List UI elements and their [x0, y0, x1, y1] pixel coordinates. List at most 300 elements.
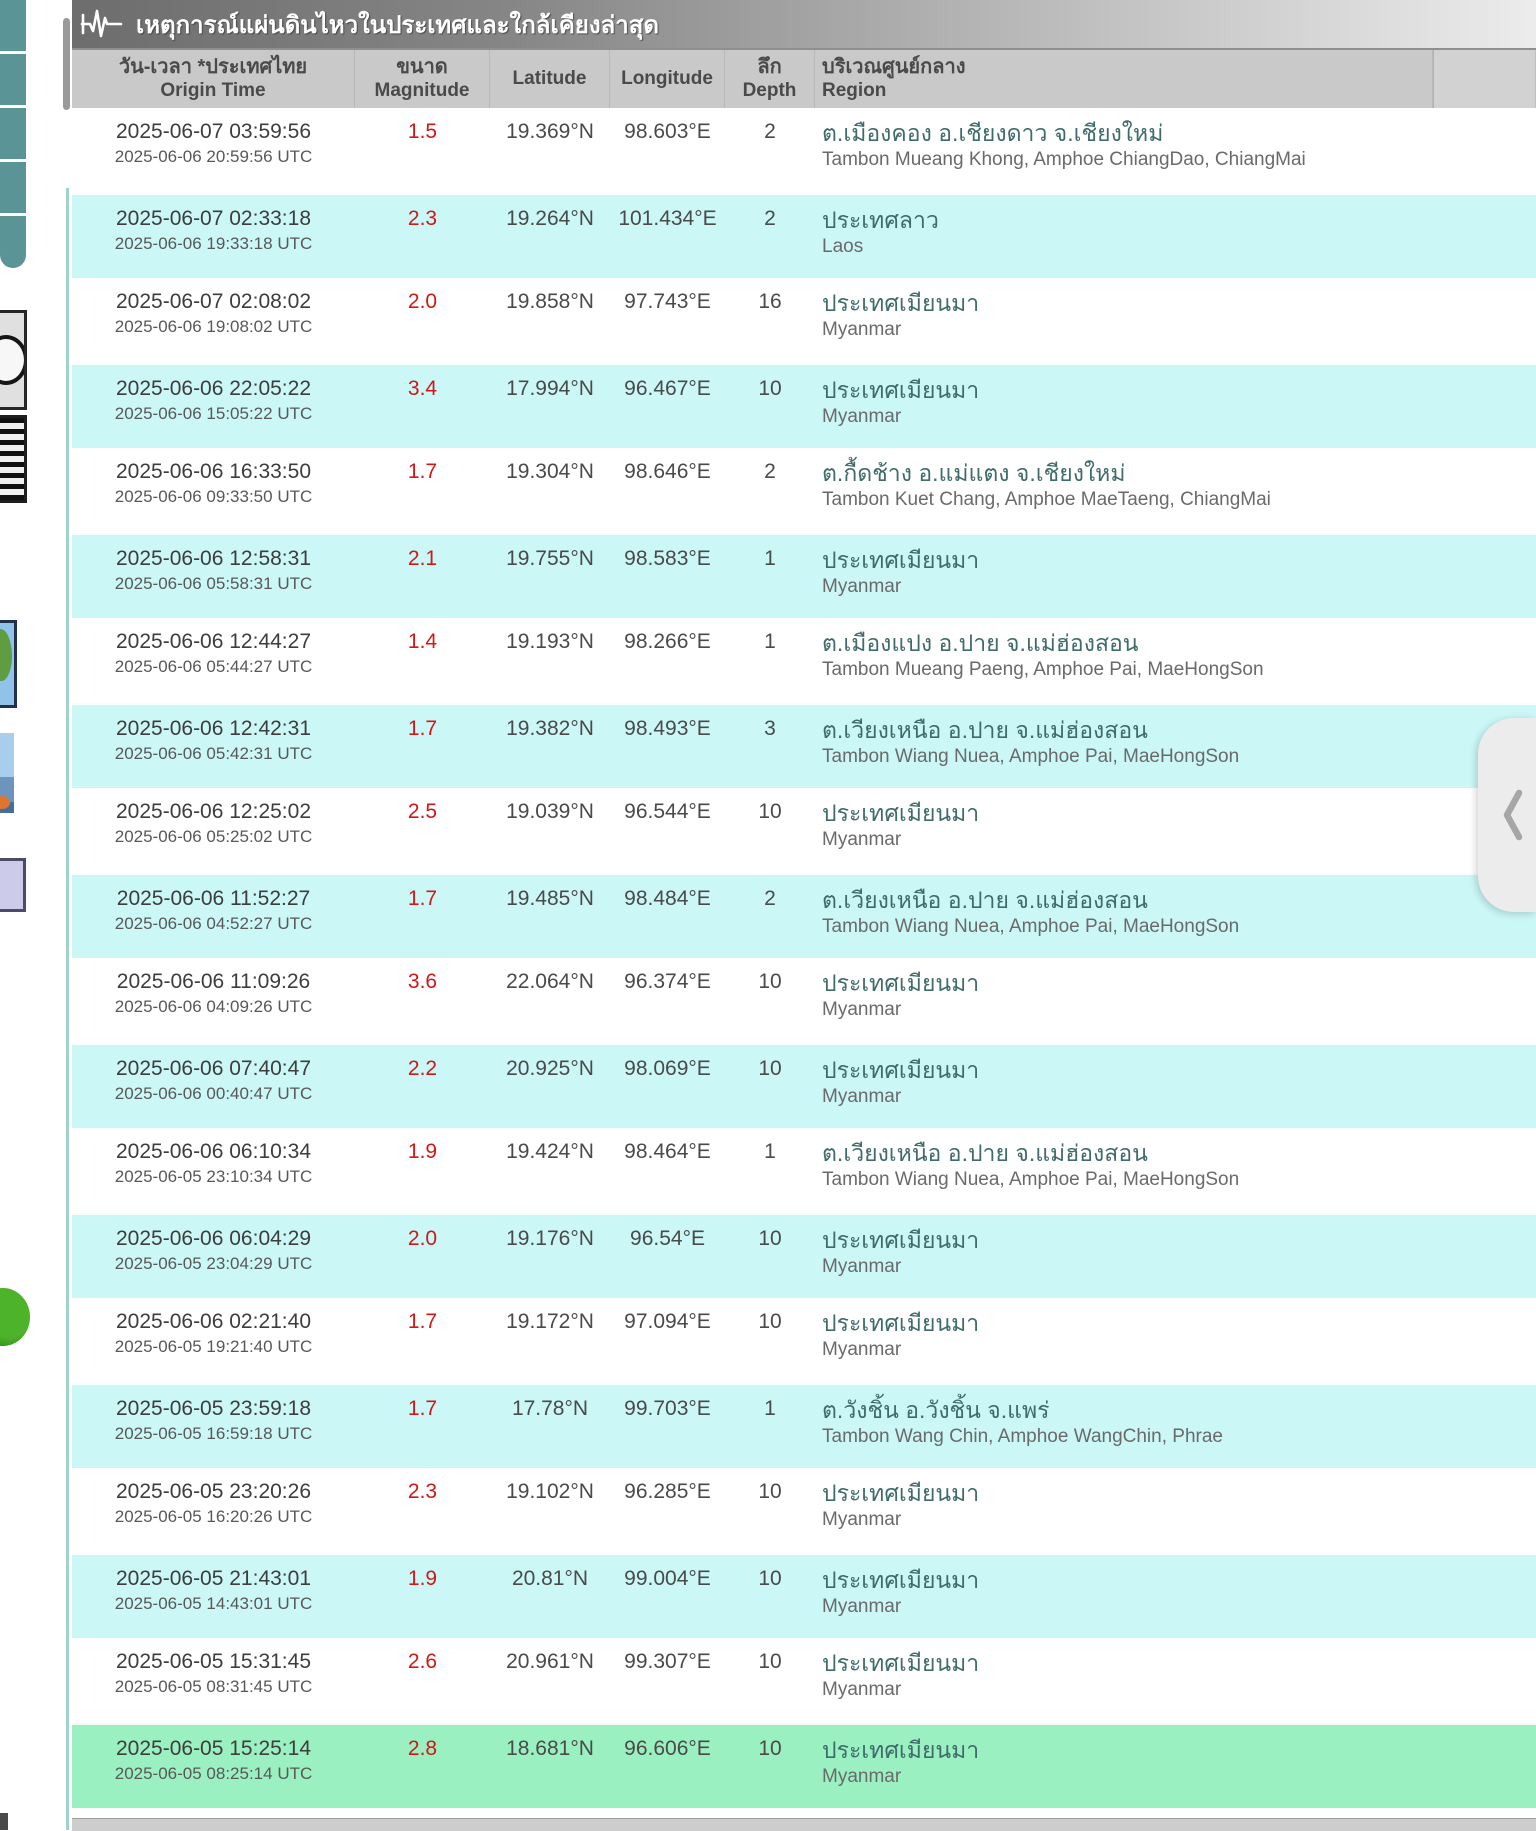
- depth-value: 1: [764, 547, 776, 570]
- depth-cell: [725, 195, 815, 278]
- depth-value: 10: [758, 1567, 782, 1590]
- magnitude-cell: [355, 1215, 490, 1298]
- depth-cell: [725, 108, 815, 193]
- earthquake-row[interactable]: [72, 1723, 1536, 1808]
- local-time: 2025-06-05 23:59:18: [116, 1397, 311, 1420]
- latitude-cell: [490, 1128, 610, 1213]
- latitude-value: 20.961°N: [506, 1650, 594, 1673]
- magnitude-value: 2.5: [407, 800, 438, 823]
- region-thai: ประเทศเมียนมา: [822, 970, 980, 996]
- region-cell[interactable]: [815, 448, 1536, 533]
- latitude-cell: [490, 705, 610, 788]
- latitude-cell: [490, 535, 610, 618]
- local-time: 2025-06-05 21:43:01: [116, 1567, 311, 1590]
- region-thai: ประเทศเมียนมา: [822, 1227, 980, 1253]
- earthquake-row[interactable]: [72, 363, 1536, 448]
- column-header-latitude: Latitude: [490, 50, 610, 108]
- magnitude-cell: [355, 1128, 490, 1213]
- depth-value: 1: [764, 1140, 776, 1163]
- region-english: Tambon Mueang Khong, Amphoe ChiangDao, ChiangMai: [822, 149, 1306, 170]
- depth-value: 1: [764, 1397, 776, 1420]
- magnitude-value: 3.6: [407, 970, 438, 993]
- latitude-cell: [490, 1385, 610, 1468]
- latitude-value: 22.064°N: [506, 970, 594, 993]
- seismogram-thumbnail[interactable]: [0, 415, 27, 503]
- magnitude-value: 1.9: [407, 1567, 438, 1590]
- region-cell[interactable]: [815, 1638, 1536, 1723]
- latitude-value: 20.925°N: [506, 1057, 594, 1080]
- sidebar-menu-item[interactable]: [0, 0, 26, 51]
- depth-cell: [725, 1045, 815, 1128]
- earthquake-row[interactable]: [72, 1383, 1536, 1468]
- depth-value: 1: [764, 630, 776, 653]
- longitude-value: 98.069°E: [624, 1057, 711, 1080]
- earthquake-row[interactable]: [72, 533, 1536, 618]
- depth-value: 2: [764, 887, 776, 910]
- depth-value: 2: [764, 207, 776, 230]
- map-thumbnail[interactable]: [0, 620, 17, 708]
- dial-icon: [0, 335, 27, 385]
- longitude-cell: [610, 1128, 725, 1213]
- table-footer-strip: [72, 1818, 1536, 1831]
- magnitude-cell: [355, 535, 490, 618]
- latitude-cell: [490, 788, 610, 873]
- origin-time-cell: [72, 1555, 355, 1638]
- depth-value: 10: [758, 1057, 782, 1080]
- region-english: Tambon Wiang Nuea, Amphoe Pai, MaeHongSon: [822, 1169, 1240, 1190]
- longitude-cell: [610, 1298, 725, 1383]
- local-time: 2025-06-06 16:33:50: [116, 460, 311, 483]
- region-english: Myanmar: [822, 1679, 902, 1700]
- magnitude-value: 2.0: [407, 1227, 438, 1250]
- earthquake-row[interactable]: [72, 703, 1536, 788]
- region-english: Myanmar: [822, 1339, 902, 1360]
- region-thai: ต.เวียงเหนือ อ.ปาย จ.แม่ฮ่องสอน: [822, 717, 1148, 743]
- earthquake-row[interactable]: [72, 278, 1536, 363]
- region-cell[interactable]: [815, 1725, 1536, 1808]
- region-thai: ประเทศเมียนมา: [822, 547, 980, 573]
- latitude-value: 17.994°N: [506, 377, 594, 400]
- longitude-cell: [610, 875, 725, 958]
- utc-time: 2025-06-06 00:40:47 UTC: [114, 1084, 313, 1103]
- magnitude-cell: [355, 1385, 490, 1468]
- longitude-value: 96.54°E: [630, 1227, 705, 1250]
- magnitude-value: 2.2: [407, 1057, 438, 1080]
- region-cell[interactable]: [815, 1128, 1536, 1213]
- local-time: 2025-06-06 11:09:26: [116, 970, 311, 993]
- local-time: 2025-06-07 03:59:56: [116, 120, 311, 143]
- sidebar-menu-item[interactable]: [0, 162, 26, 213]
- earthquake-row[interactable]: [72, 1128, 1536, 1213]
- longitude-value: 99.307°E: [624, 1650, 711, 1673]
- region-cell[interactable]: [815, 705, 1536, 788]
- region-english: Tambon Mueang Paeng, Amphoe Pai, MaeHongSon: [822, 659, 1264, 680]
- origin-time-cell: [72, 1385, 355, 1468]
- utc-time: 2025-06-06 19:08:02 UTC: [114, 317, 313, 336]
- earthquake-row[interactable]: [72, 193, 1536, 278]
- earthquake-row[interactable]: [72, 958, 1536, 1043]
- longitude-value: 98.464°E: [624, 1140, 711, 1163]
- longitude-value: 98.484°E: [624, 887, 711, 910]
- origin-time-cell: [72, 1215, 355, 1298]
- utc-time: 2025-06-06 05:58:31 UTC: [114, 574, 313, 593]
- local-time: 2025-06-07 02:08:02: [116, 290, 311, 313]
- magnitude-cell: [355, 618, 490, 703]
- earthquake-row[interactable]: [72, 1043, 1536, 1128]
- photo-detail: [0, 796, 10, 809]
- latitude-cell: [490, 278, 610, 363]
- region-thai: ประเทศเมียนมา: [822, 377, 980, 403]
- earthquake-row[interactable]: [72, 788, 1536, 873]
- depth-cell: [725, 1468, 815, 1553]
- latitude-value: 19.485°N: [506, 887, 594, 910]
- region-cell[interactable]: [815, 618, 1536, 703]
- table-body: [72, 108, 1536, 1808]
- longitude-cell: [610, 535, 725, 618]
- latitude-cell: [490, 448, 610, 533]
- origin-time-cell: [72, 705, 355, 788]
- longitude-value: 99.004°E: [624, 1567, 711, 1590]
- latitude-value: 19.369°N: [506, 120, 594, 143]
- region-english: Myanmar: [822, 1509, 902, 1530]
- utc-time: 2025-06-06 04:09:26 UTC: [114, 997, 313, 1016]
- magnitude-value: 2.3: [407, 207, 438, 230]
- depth-cell: [725, 1385, 815, 1468]
- logo-fragment: [0, 1288, 30, 1346]
- latitude-cell: [490, 958, 610, 1043]
- depth-value: 3: [764, 717, 776, 740]
- origin-time-cell: [72, 1045, 355, 1128]
- region-cell[interactable]: [815, 1468, 1536, 1553]
- magnitude-cell: [355, 1298, 490, 1383]
- latitude-cell: [490, 1638, 610, 1723]
- magnitude-value: 1.9: [407, 1140, 438, 1163]
- earthquake-row[interactable]: [72, 1468, 1536, 1553]
- depth-cell: [725, 1725, 815, 1808]
- latitude-value: 17.78°N: [511, 1397, 589, 1420]
- longitude-cell: [610, 958, 725, 1043]
- panel-title-bar: [72, 0, 1536, 50]
- region-english: Myanmar: [822, 999, 902, 1020]
- magnitude-cell: [355, 1468, 490, 1553]
- local-time: 2025-06-06 02:21:40: [116, 1310, 311, 1333]
- depth-cell: [725, 788, 815, 873]
- depth-value: 10: [758, 800, 782, 823]
- region-thai: ประเทศเมียนมา: [822, 1480, 980, 1506]
- utc-time: 2025-06-06 05:44:27 UTC: [114, 657, 313, 676]
- panel-thumbnail[interactable]: [0, 858, 26, 912]
- earthquake-row[interactable]: [72, 1213, 1536, 1298]
- earthquake-row[interactable]: [72, 873, 1536, 958]
- origin-time-cell: [72, 108, 355, 193]
- longitude-value: 98.583°E: [624, 547, 711, 570]
- side-panel-toggle-button[interactable]: [1478, 718, 1536, 912]
- region-thai: ต.เวียงเหนือ อ.ปาย จ.แม่ฮ่องสอน: [822, 1140, 1148, 1166]
- latitude-value: 19.304°N: [506, 460, 594, 483]
- depth-cell: [725, 1638, 815, 1723]
- latitude-cell: [490, 1468, 610, 1553]
- latitude-cell: [490, 195, 610, 278]
- depth-cell: [725, 875, 815, 958]
- vertical-scrollbar[interactable]: [62, 0, 72, 1830]
- region-english: Tambon Wiang Nuea, Amphoe Pai, MaeHongSon: [822, 916, 1240, 937]
- longitude-value: 96.544°E: [624, 800, 711, 823]
- local-time: 2025-06-06 06:10:34: [116, 1140, 311, 1163]
- origin-time-cell: [72, 448, 355, 533]
- region-cell[interactable]: [815, 958, 1536, 1043]
- earthquake-row[interactable]: [72, 1298, 1536, 1383]
- magnitude-value: 3.4: [407, 377, 438, 400]
- latitude-cell: [490, 1045, 610, 1128]
- longitude-value: 98.266°E: [624, 630, 711, 653]
- origin-time-cell: [72, 1725, 355, 1808]
- depth-cell: [725, 448, 815, 533]
- magnitude-value: 1.7: [407, 887, 438, 910]
- utc-time: 2025-06-05 14:43:01 UTC: [114, 1594, 313, 1613]
- latitude-cell: [490, 108, 610, 193]
- magnitude-cell: [355, 788, 490, 873]
- utc-time: 2025-06-06 05:25:02 UTC: [114, 827, 313, 846]
- depth-cell: [725, 535, 815, 618]
- latitude-value: 19.039°N: [506, 800, 594, 823]
- column-header-extra: [1433, 50, 1536, 108]
- latitude-value: 19.193°N: [506, 630, 594, 653]
- region-thai: ต.วังชิ้น อ.วังชิ้น จ.แพร่: [822, 1397, 1050, 1423]
- chevron-left-icon: [1500, 783, 1524, 847]
- magnitude-cell: [355, 448, 490, 533]
- earthquake-row[interactable]: [72, 1553, 1536, 1638]
- local-time: 2025-06-06 11:52:27: [116, 887, 311, 910]
- magnitude-cell: [355, 195, 490, 278]
- earthquake-row[interactable]: [72, 108, 1536, 193]
- photo-thumbnail[interactable]: [0, 733, 14, 813]
- earthquake-row[interactable]: [72, 618, 1536, 703]
- depth-value: 10: [758, 1650, 782, 1673]
- region-english: Laos: [822, 236, 864, 257]
- utc-time: 2025-06-05 08:25:14 UTC: [114, 1764, 313, 1783]
- local-time: 2025-06-06 12:58:31: [116, 547, 311, 570]
- region-english: Myanmar: [822, 576, 902, 597]
- column-header-region: บริเวณศูนย์กลาง Region: [815, 50, 1433, 108]
- depth-cell: [725, 1298, 815, 1383]
- region-cell[interactable]: [815, 1045, 1536, 1128]
- longitude-value: 96.467°E: [624, 377, 711, 400]
- latitude-cell: [490, 365, 610, 448]
- depth-value: 10: [758, 377, 782, 400]
- latitude-cell: [490, 1555, 610, 1638]
- map-land-shape: [0, 629, 12, 681]
- depth-cell: [725, 618, 815, 703]
- page-corner-fragment: [0, 1813, 8, 1830]
- column-header-magnitude: ขนาด Magnitude: [355, 50, 490, 108]
- magnitude-cell: [355, 958, 490, 1043]
- sidebar-menu-item[interactable]: [0, 54, 26, 105]
- origin-time-cell: [72, 788, 355, 873]
- magnitude-value: 2.8: [407, 1737, 438, 1760]
- region-cell[interactable]: [815, 278, 1536, 363]
- latitude-value: 19.424°N: [506, 1140, 594, 1163]
- region-cell[interactable]: [815, 788, 1536, 873]
- latitude-value: 19.176°N: [506, 1227, 594, 1250]
- sidebar-menu-item[interactable]: [0, 216, 26, 268]
- local-time: 2025-06-05 15:25:14: [116, 1737, 311, 1760]
- local-time: 2025-06-05 15:31:45: [116, 1650, 311, 1673]
- region-cell[interactable]: [815, 1215, 1536, 1298]
- origin-time-cell: [72, 195, 355, 278]
- region-english: Tambon Wang Chin, Amphoe WangChin, Phrae: [822, 1426, 1223, 1447]
- column-header-depth: ลึก Depth: [725, 50, 815, 108]
- origin-time-cell: [72, 1468, 355, 1553]
- longitude-cell: [610, 1555, 725, 1638]
- magnitude-cell: [355, 1725, 490, 1808]
- local-time: 2025-06-07 02:33:18: [116, 207, 311, 230]
- depth-value: 10: [758, 1480, 782, 1503]
- latitude-cell: [490, 1298, 610, 1383]
- earthquake-row[interactable]: [72, 1638, 1536, 1723]
- longitude-value: 96.374°E: [624, 970, 711, 993]
- longitude-value: 98.646°E: [624, 460, 711, 483]
- column-header-origin-time: วัน-เวลา *ประเทศไทย Origin Time: [72, 50, 355, 108]
- local-time: 2025-06-06 12:42:31: [116, 717, 311, 740]
- origin-time-cell: [72, 1638, 355, 1723]
- depth-value: 2: [764, 120, 776, 143]
- origin-time-cell: [72, 618, 355, 703]
- utc-time: 2025-06-05 08:31:45 UTC: [114, 1677, 313, 1696]
- local-time: 2025-06-06 06:04:29: [116, 1227, 311, 1250]
- local-time: 2025-06-06 12:25:02: [116, 800, 311, 823]
- depth-value: 10: [758, 1227, 782, 1250]
- latitude-value: 19.382°N: [506, 717, 594, 740]
- region-cell[interactable]: [815, 195, 1536, 278]
- depth-value: 10: [758, 1310, 782, 1333]
- region-english: Myanmar: [822, 1256, 902, 1277]
- magnitude-cell: [355, 1045, 490, 1128]
- region-english: Myanmar: [822, 406, 902, 427]
- region-thai: ประเทศลาว: [822, 207, 939, 233]
- local-time: 2025-06-06 22:05:22: [116, 377, 311, 400]
- longitude-cell: [610, 1638, 725, 1723]
- utc-time: 2025-06-06 04:52:27 UTC: [114, 914, 313, 933]
- latitude-value: 20.81°N: [511, 1567, 589, 1590]
- origin-time-cell: [72, 958, 355, 1043]
- magnitude-value: 2.1: [407, 547, 438, 570]
- longitude-value: 97.743°E: [624, 290, 711, 313]
- region-thai: ต.เมืองคอง อ.เชียงดาว จ.เชียงใหม่: [822, 120, 1164, 146]
- latitude-cell: [490, 875, 610, 958]
- magnitude-value: 1.7: [407, 1397, 438, 1420]
- magnitude-cell: [355, 108, 490, 193]
- depth-value: 10: [758, 970, 782, 993]
- magnitude-value: 1.5: [407, 120, 438, 143]
- region-english: Myanmar: [822, 829, 902, 850]
- magnitude-value: 2.3: [407, 1480, 438, 1503]
- magnitude-value: 1.4: [407, 630, 438, 653]
- utc-time: 2025-06-06 09:33:50 UTC: [114, 487, 313, 506]
- region-cell[interactable]: [815, 535, 1536, 618]
- local-time: 2025-06-06 12:44:27: [116, 630, 311, 653]
- scrollbar-track-line: [66, 188, 69, 1830]
- utc-time: 2025-06-05 23:04:29 UTC: [114, 1254, 313, 1273]
- region-thai: ต.กื้ดช้าง อ.แม่แตง จ.เชียงใหม่: [822, 460, 1126, 486]
- longitude-cell: [610, 1215, 725, 1298]
- utc-time: 2025-06-06 19:33:18 UTC: [114, 234, 313, 253]
- depth-cell: [725, 1215, 815, 1298]
- utc-time: 2025-06-06 15:05:22 UTC: [114, 404, 313, 423]
- region-english: Myanmar: [822, 1596, 902, 1617]
- region-cell[interactable]: [815, 108, 1536, 193]
- origin-time-cell: [72, 278, 355, 363]
- region-english: Tambon Wiang Nuea, Amphoe Pai, MaeHongSon: [822, 746, 1240, 767]
- table-header: [72, 50, 1536, 108]
- depth-cell: [725, 958, 815, 1043]
- longitude-cell: [610, 1045, 725, 1128]
- region-cell[interactable]: [815, 1298, 1536, 1383]
- earthquake-row[interactable]: [72, 448, 1536, 533]
- origin-time-cell: [72, 535, 355, 618]
- region-thai: ประเทศเมียนมา: [822, 290, 980, 316]
- region-english: Myanmar: [822, 1766, 902, 1787]
- longitude-cell: [610, 1468, 725, 1553]
- region-cell[interactable]: [815, 1385, 1536, 1468]
- region-cell[interactable]: [815, 1555, 1536, 1638]
- region-thai: ประเทศเมียนมา: [822, 1737, 980, 1763]
- sidebar-menu-fragment[interactable]: [0, 0, 26, 274]
- depth-value: 16: [758, 290, 782, 313]
- region-thai: ประเทศเมียนมา: [822, 800, 980, 826]
- longitude-cell: [610, 448, 725, 533]
- longitude-cell: [610, 705, 725, 788]
- magnitude-value: 2.6: [407, 1650, 438, 1673]
- magnitude-cell: [355, 1555, 490, 1638]
- seismograph-icon: [80, 7, 126, 41]
- depth-cell: [725, 278, 815, 363]
- depth-cell: [725, 365, 815, 448]
- region-english: Myanmar: [822, 319, 902, 340]
- seismometer-thumbnail[interactable]: [0, 310, 27, 410]
- latitude-value: 19.755°N: [506, 547, 594, 570]
- region-cell[interactable]: [815, 365, 1536, 448]
- longitude-cell: [610, 1385, 725, 1468]
- latitude-value: 19.264°N: [506, 207, 594, 230]
- longitude-value: 101.434°E: [618, 207, 717, 230]
- longitude-value: 96.285°E: [624, 1480, 711, 1503]
- depth-cell: [725, 1128, 815, 1213]
- origin-time-cell: [72, 1128, 355, 1213]
- earthquake-panel: [72, 0, 1536, 1830]
- utc-time: 2025-06-06 20:59:56 UTC: [114, 147, 313, 166]
- longitude-value: 98.603°E: [624, 120, 711, 143]
- scrollbar-thumb[interactable]: [63, 18, 70, 110]
- magnitude-cell: [355, 278, 490, 363]
- longitude-cell: [610, 278, 725, 363]
- longitude-value: 96.606°E: [624, 1737, 711, 1760]
- latitude-value: 19.858°N: [506, 290, 594, 313]
- column-header-longitude: Longitude: [610, 50, 725, 108]
- longitude-cell: [610, 788, 725, 873]
- longitude-value: 98.493°E: [624, 717, 711, 740]
- latitude-cell: [490, 1725, 610, 1808]
- region-english: Myanmar: [822, 1086, 902, 1107]
- magnitude-cell: [355, 875, 490, 958]
- depth-value: 10: [758, 1737, 782, 1760]
- latitude-value: 18.681°N: [506, 1737, 594, 1760]
- region-cell[interactable]: [815, 875, 1536, 958]
- longitude-cell: [610, 108, 725, 193]
- utc-time: 2025-06-06 05:42:31 UTC: [114, 744, 313, 763]
- region-thai: ประเทศเมียนมา: [822, 1567, 980, 1593]
- magnitude-cell: [355, 365, 490, 448]
- sidebar-menu-item[interactable]: [0, 108, 26, 159]
